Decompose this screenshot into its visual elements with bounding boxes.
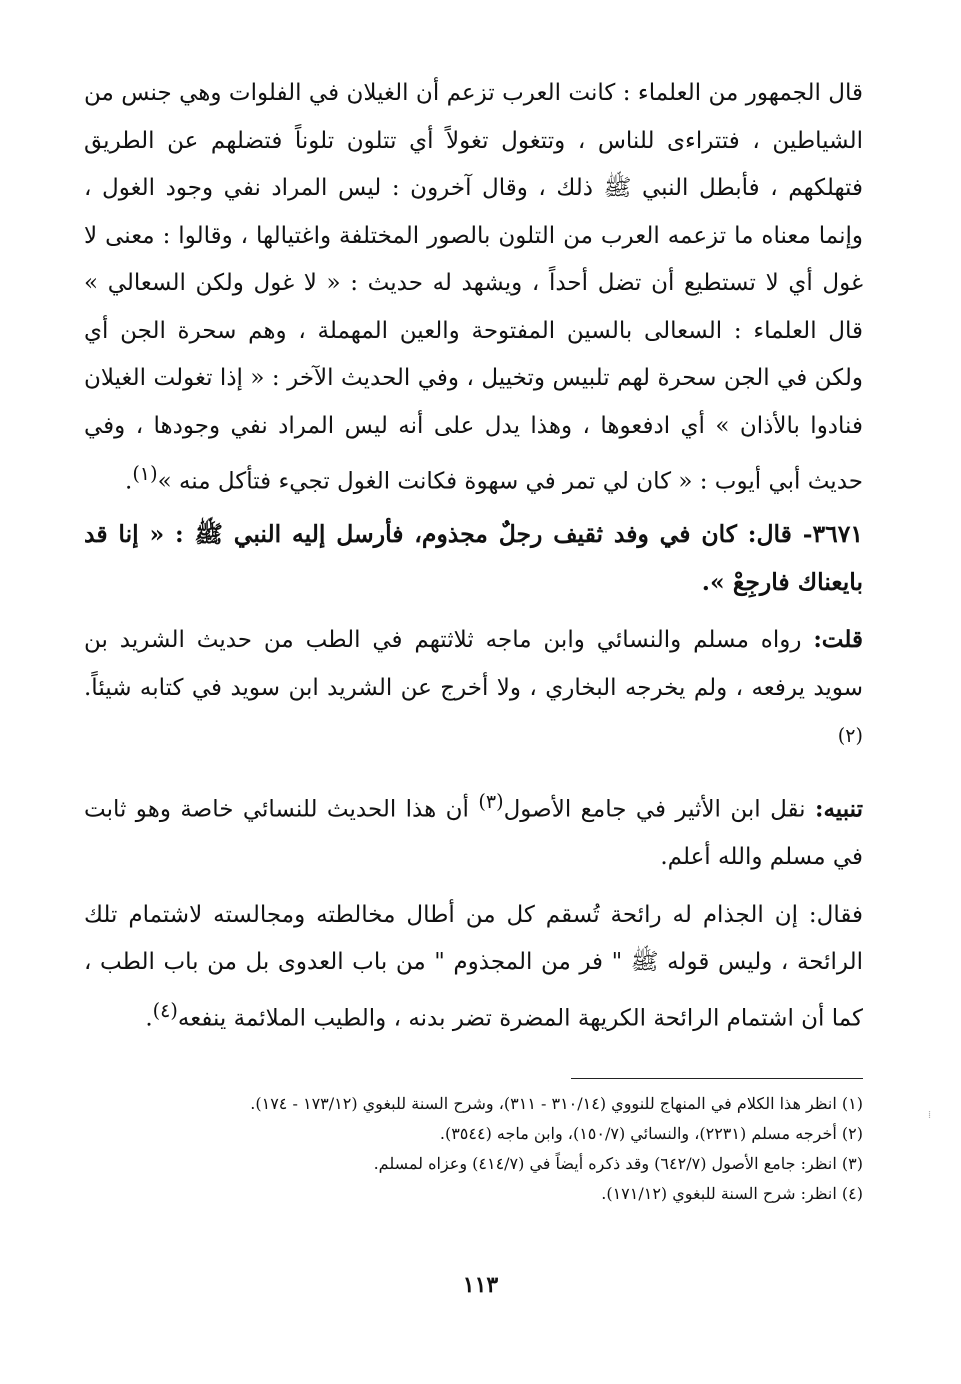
footnote-ref-1[interactable]: (١) [132,462,158,485]
tanbih-text-b: أن هذا الحديث للنسائي خاصة وهو ثابت في مسلم والله أعلم. [84,796,863,871]
footnote-2: (٢) أخرجه مسلم (٢٢٣١)، والنسائي (١٥٠/٧)، وابن ماجه (٣٥٤٤). [439,1124,863,1143]
footnote-4: (٤) انظر: شرح السنة للبغوي (١٧١/١٢). [601,1184,863,1203]
faqal-text: فقال: إن الجذام له رائحة تُسقم كل من أطال مخالطته ومجالسته لاشتمام تلك الرائحة ، وليس قوله ﷺ " فر من المجذوم " من باب العدوى بل من باب الطب ، كما أن اشتمام الرائحة الكريهة المضرة تضر بدنه ، والطيب الملائمة ينفعه [84,901,863,1032]
qult-lead: قلت: [813,626,863,654]
faqal-paragraph: فقال: إن الجذام له رائحة تُسقم كل من أطال مخالطته ومجالسته لاشتمام تلك الرائحة ، وليس قوله ﷺ " فر من المجذوم " من باب العدوى بل من باب الطب ، كما أن اشتمام الرائحة الكريهة المضرة تضر بدنه ، والطيب الملائمة ينفعه$^{(٤)}$. [84,901,863,1032]
footnote-3: (٣) انظر: جامع الأصول (٦٤٢/٧) وقد ذكره أيضاً في (٤١٤/٧) وعزاه لمسلم. [373,1154,863,1173]
footnotes-section [84,1078,863,1209]
qult-paragraph [84,616,863,768]
footnote-1: (١) انظر هذا الكلام في المنهاج للنووي (٣١٠/١٤ - ٣١١)، وشرح السنة للبغوي (١٧٣/١٢ - ١٧٤). [250,1094,863,1113]
footnote-ref-4[interactable]: (٤) [152,998,178,1022]
footnote-ref-2[interactable]: (٢) [837,724,863,748]
footnote-ref-3[interactable]: (٣) [478,790,504,814]
intro-paragraph: قال الجمهور من العلماء : كانت العرب تزعم أن الغيلان في الفلوات وهي جنس من الشياطين ، فتتراءى للناس ، وتتغول تغولاً أي تتلون تلوناً فتضلهم عن الطريق فتهلكهم ، فأبطل النبي ﷺ ذلك ، وقال آخرون : ليس المراد نفي وجود الغول ، وإنما معناه ما تزعمه العرب من التلون بالصور المختلفة واغتيالها ، وقالوا : معنى لا غول أي لا تستطيع أن تضل أحداً ، ويشهد له حديث : « لا غول ولكن السعالي » قال العلماء : السعالى بالسين المفتوحة والعين المهملة ، وهم سحرة الجن أي ولكن في الجن سحرة لهم تلبيس وتخييل ، وفي الحديث الآخر : « إذا تغولت الغيلان فنادوا بالأذان » أي ادفعوها ، وهذا يدل على أنه ليس المراد نفي وجودها ، وفي حديث أبي أيوب : « كان لي تمر في سهوة فكانت الغول تجيء فتأكل منه »$^{(١)}$. [84,80,863,495]
main-text [84,70,863,1043]
tanbih-lead: تنبيه: [814,795,863,823]
qult-text: رواه مسلم والنسائي وابن ماجه ثلاثتهم في الطب من حديث الشريد بن سويد يرفعه ، ولم يخرجه البخاري ، ولا أخرج عن الشريد ابن سويد في كتابه شيئاً. [84,627,863,701]
footnote-divider [571,1078,863,1079]
tanbih-paragraph [84,778,863,882]
scan-edge-mark: ⁞ [928,1108,932,1121]
tanbih-text-a: نقل ابن الأثير في جامع الأصول [503,796,815,823]
page-number: ١١٣ [462,1272,499,1298]
intro-text: قال الجمهور من العلماء : كانت العرب تزعم أن الغيلان في الفلوات وهي جنس من الشياطين ، فتتراءى للناس ، وتتغول تغولاً أي تتلون تلوناً فتضلهم عن الطريق فتهلكهم ، فأبطل النبي ﷺ ذلك ، وقال آخرون : ليس المراد نفي وجود الغول ، وإنما معناه ما تزعمه العرب من التلون بالصور المختلفة واغتيالها ، وقالوا : معنى لا غول أي لا تستطيع أن تضل أحداً ، ويشهد له حديث : « لا غول ولكن السعالي » قال العلماء : السعالى بالسين المفتوحة والعين المهملة ، وهم سحرة الجن أي ولكن في الجن سحرة لهم تلبيس وتخييل ، وفي الحديث الآخر : « إذا تغولت الغيلان فنادوا بالأذان » أي ادفعوها ، وهذا يدل على أنه ليس المراد نفي وجودها ، وفي حديث أبي أيوب : « كان لي تمر في سهوة فكانت الغول تجيء فتأكل منه » [84,80,863,495]
hadith-3671: ٣٦٧١- قال: كان في وفد ثقيف رجلٌ مجذوم، فأرسل إليه النبي ﷺ : « إنا قد بايعناك فارجِعْ ». [84,520,863,597]
